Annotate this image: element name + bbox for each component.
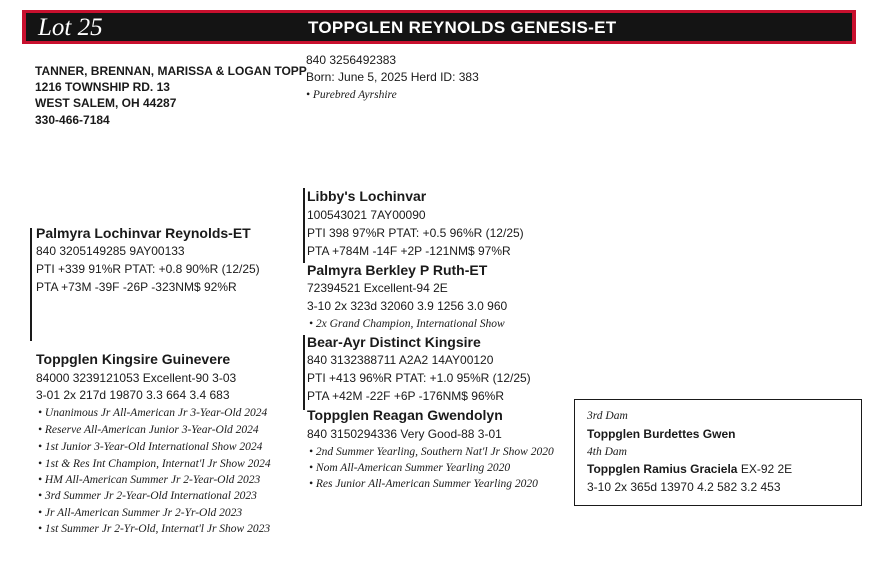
sire-sire-line2: PTI 398 97%R PTAT: +0.5 96%R (12/25) xyxy=(307,226,524,240)
pedigree-line-dam xyxy=(303,335,305,410)
animal-born-herd: Born: June 5, 2025 Herd ID: 383 xyxy=(306,70,479,84)
dam-sire-name: Bear-Ayr Distinct Kingsire xyxy=(307,334,481,350)
sire-sire-name: Libby's Lochinvar xyxy=(307,188,427,204)
dam-honor: • Jr All-American Summer Jr 2-Yr-Old 2023 xyxy=(38,507,243,519)
pedigree-line-left xyxy=(30,228,32,341)
dam-dam-honor: • Nom All-American Summer Yearling 2020 xyxy=(309,462,511,474)
extended-dams-box xyxy=(574,399,862,506)
dam-dam-line1: 840 3150294336 Very Good-88 3-01 xyxy=(307,427,502,441)
dam-honor: • HM All-American Summer Jr 2-Year-Old 2023 xyxy=(38,474,261,486)
third-dam-label: 3rd Dam xyxy=(587,410,628,422)
fourth-dam-name-line xyxy=(587,462,792,477)
dam-honor: • 3rd Summer Jr 2-Year-Old International 2023 xyxy=(38,490,257,502)
dam-honor: • Unanimous Jr All-American Jr 3-Year-Old 2024 xyxy=(38,407,268,419)
fourth-dam-record: 3-10 2x 365d 13970 4.2 582 3.2 453 xyxy=(587,480,781,494)
dam-dam-honor: • Res Junior All-American Summer Yearling 2020 xyxy=(309,478,538,490)
dam-line2: 3-01 2x 217d 19870 3.3 664 3.4 683 xyxy=(36,388,230,402)
consignor-phone: 330-466-7184 xyxy=(35,113,110,127)
dam-honor: • 1st & Res Int Champion, Internat'l Jr Show 2024 xyxy=(38,458,271,470)
fourth-dam-name: Toppglen Ramius Graciela xyxy=(587,462,738,476)
sire-name: Palmyra Lochinvar Reynolds-ET xyxy=(36,225,251,241)
header-inner xyxy=(26,13,852,41)
fourth-dam-label: 4th Dam xyxy=(587,446,627,458)
sire-sire-line3: PTA +784M -14F +2P -121NM$ 97%R xyxy=(307,244,511,258)
dam-sire-line2: PTI +413 96%R PTAT: +1.0 95%R (12/25) xyxy=(307,371,531,385)
dam-line1: 84000 3239121053 Excellent-90 3-03 xyxy=(36,371,237,385)
dam-honor: • Reserve All-American Junior 3-Year-Old 2024 xyxy=(38,424,259,436)
dam-name: Toppglen Kingsire Guinevere xyxy=(36,351,231,367)
dam-dam-honor: • 2nd Summer Yearling, Southern Nat'l Jr Show 2020 xyxy=(309,446,554,458)
animal-name: TOPPGLEN REYNOLDS GENESIS-ET xyxy=(308,18,617,37)
dam-honor: • 1st Junior 3-Year-Old International Show 2024 xyxy=(38,441,263,453)
animal-breed: • Purebred Ayrshire xyxy=(306,89,397,101)
sire-dam-line1: 72394521 Excellent-94 2E xyxy=(307,281,448,295)
dam-sire-line3: PTA +42M -22F +6P -176NM$ 96%R xyxy=(307,389,504,403)
sire-dam-line2: 3-10 2x 323d 32060 3.9 1256 3.0 960 xyxy=(307,299,508,313)
pedigree-line-sire xyxy=(303,188,305,263)
sire-dam-name: Palmyra Berkley P Ruth-ET xyxy=(307,262,488,278)
animal-registration: 840 3256492383 xyxy=(306,53,397,67)
dam-honor: • 1st Summer Jr 2-Yr-Old, Internat'l Jr Show 2023 xyxy=(38,523,271,535)
consignor-address2: WEST SALEM, OH 44287 xyxy=(35,96,177,110)
dam-dam-name: Toppglen Reagan Gwendolyn xyxy=(307,407,503,423)
consignor-address1: 1216 TOWNSHIP RD. 13 xyxy=(35,80,170,94)
sire-line1: 840 3205149285 9AY00133 xyxy=(36,244,185,258)
sire-dam-honor: • 2x Grand Champion, International Show xyxy=(309,318,505,330)
lot-number: Lot 25 xyxy=(38,14,103,41)
third-dam-name: Toppglen Burdettes Gwen xyxy=(587,427,736,441)
sire-line2: PTI +339 91%R PTAT: +0.8 90%R (12/25) xyxy=(36,262,260,276)
dam-sire-line1: 840 3132388711 A2A2 14AY00120 xyxy=(307,353,494,367)
header-bar xyxy=(22,10,856,44)
sire-sire-line1: 100543021 7AY00090 xyxy=(307,208,426,222)
sire-line3: PTA +73M -39F -26P -323NM$ 92%R xyxy=(36,280,237,294)
consignor-name: TANNER, BRENNAN, MARISSA & LOGAN TOPP xyxy=(35,64,307,78)
fourth-dam-score: EX-92 2E xyxy=(737,462,793,476)
